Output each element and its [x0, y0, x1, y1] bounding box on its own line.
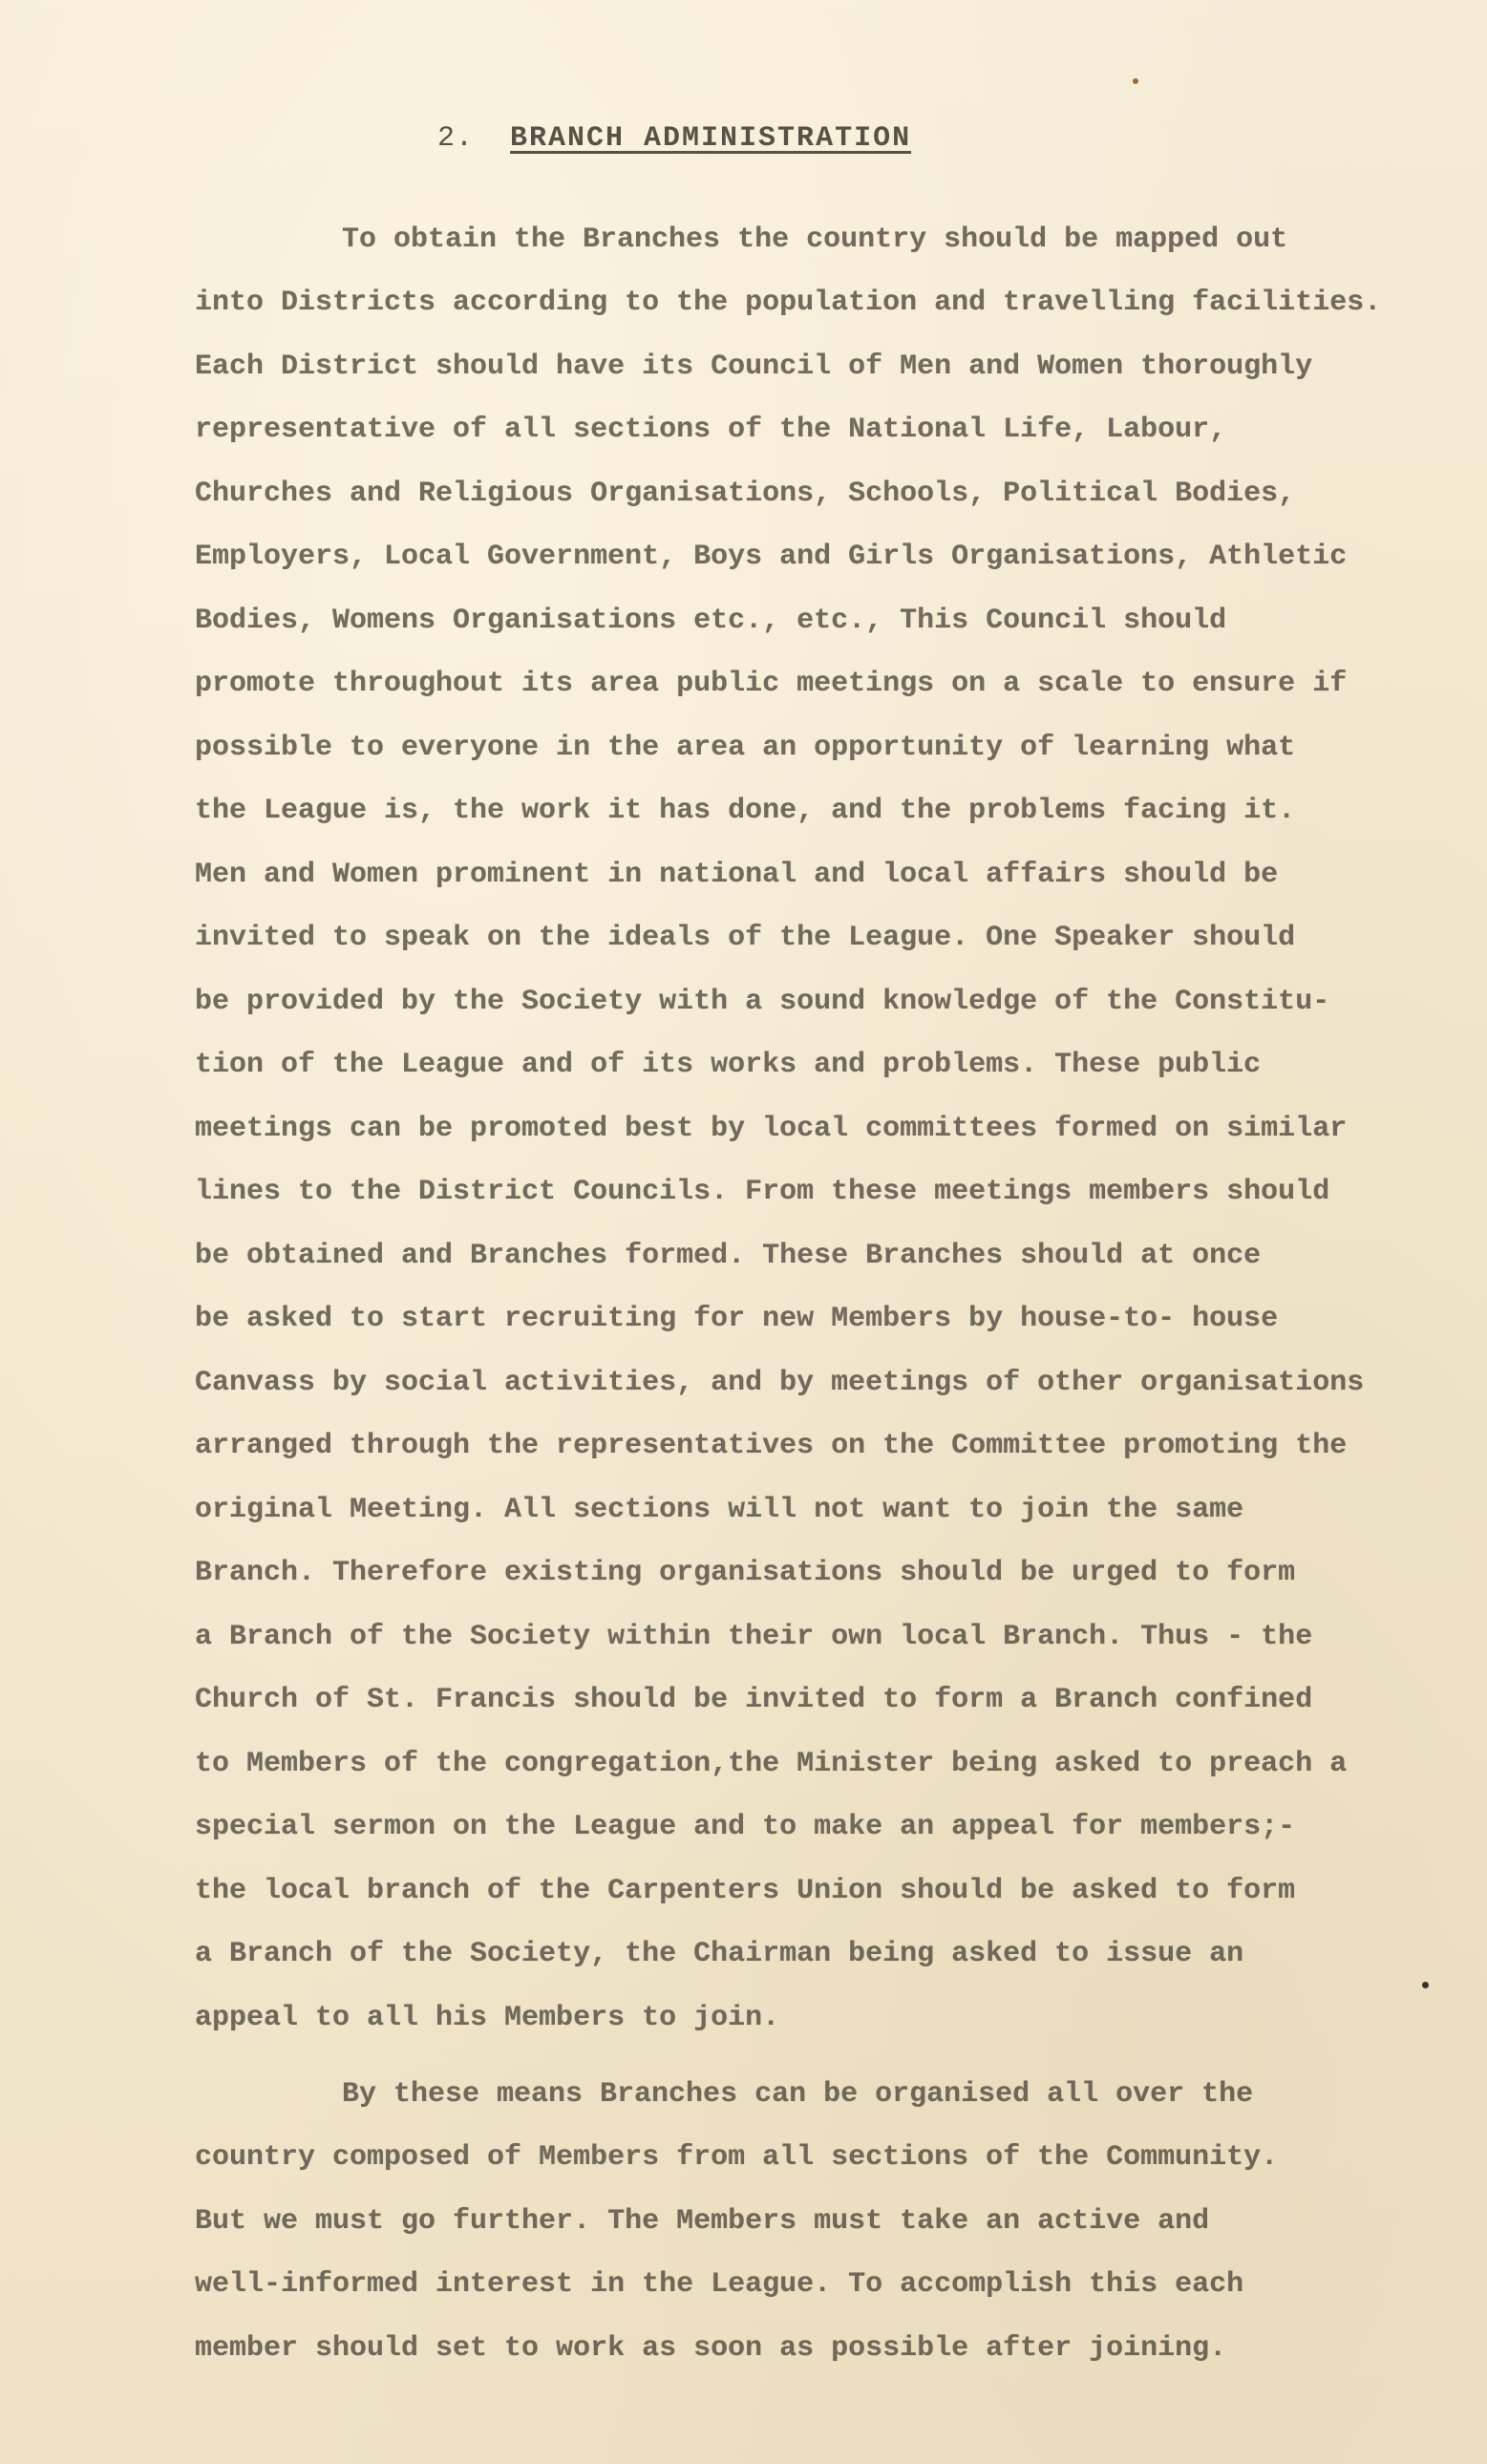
text-line: Canvass by social activities, and by meetings of other organisations	[195, 1367, 1365, 1399]
text-line: lines to the District Councils. From these meetings members should	[195, 1176, 1330, 1208]
text-line: Men and Women prominent in national and local affairs should be	[195, 859, 1279, 891]
text-line: be asked to start recruiting for new Members by house-to- house	[195, 1303, 1279, 1335]
text-line: be obtained and Branches formed. These Branches should at once	[195, 1240, 1262, 1272]
text-line: member should set to work as soon as possible after joining.	[195, 2332, 1227, 2365]
text-line: By these means Branches can be organised all over the	[342, 2078, 1254, 2111]
text-line: the League is, the work it has done, and the problems facing it.	[195, 795, 1296, 827]
text-line: Branch. Therefore existing organisations should be urged to form	[195, 1557, 1296, 1589]
text-line: possible to everyone in the area an opportunity of learning what	[195, 732, 1296, 764]
text-line: tion of the League and of its works and problems. These public	[195, 1049, 1262, 1081]
text-line: Church of St. Francis should be invited to form a Branch confined	[195, 1684, 1313, 1716]
text-line: the local branch of the Carpenters Union should be asked to form	[195, 1875, 1296, 1907]
paper-speck	[1133, 78, 1138, 84]
text-line: special sermon on the League and to make an appeal for members;-	[195, 1811, 1296, 1843]
text-line: promote throughout its area public meetings on a scale to ensure if	[195, 668, 1348, 700]
text-line: arranged through the representatives on the Committee promoting the	[195, 1430, 1348, 1462]
text-line: Bodies, Womens Organisations etc., etc., This Council should	[195, 605, 1227, 637]
section-heading	[437, 122, 911, 155]
text-line: Each District should have its Council of Men and Women thoroughly	[195, 350, 1313, 383]
text-line: To obtain the Branches the country should be mapped out	[342, 223, 1288, 256]
text-line: well-informed interest in the League. To accomplish this each	[195, 2268, 1244, 2301]
text-line: But we must go further. The Members must take an active and	[195, 2205, 1210, 2238]
text-line: a Branch of the Society, the Chairman being asked to issue an	[195, 1938, 1244, 1970]
text-line: original Meeting. All sections will not want to join the same	[195, 1494, 1244, 1526]
text-line: country composed of Members from all sections of the Community.	[195, 2141, 1279, 2174]
text-line: Churches and Religious Organisations, Schools, Political Bodies,	[195, 478, 1296, 510]
section-number: 2.	[437, 122, 475, 155]
paper-speck	[1422, 1982, 1429, 1988]
text-line: representative of all sections of the National Life, Labour,	[195, 414, 1227, 446]
text-line: to Members of the congregation,the Minister being asked to preach a	[195, 1748, 1348, 1780]
text-line: appeal to all his Members to join.	[195, 2002, 780, 2034]
text-line: into Districts according to the population and travelling facilities.	[195, 287, 1382, 319]
text-line: be provided by the Society with a sound knowledge of the Constitu-	[195, 986, 1330, 1018]
text-line: invited to speak on the ideals of the League. One Speaker should	[195, 922, 1296, 954]
text-line: meetings can be promoted best by local committees formed on similar	[195, 1113, 1348, 1145]
section-title: BRANCH ADMINISTRATION	[510, 122, 912, 155]
text-line: a Branch of the Society within their own local Branch. Thus - the	[195, 1621, 1313, 1653]
text-line: Employers, Local Government, Boys and Girls Organisations, Athletic	[195, 541, 1348, 573]
